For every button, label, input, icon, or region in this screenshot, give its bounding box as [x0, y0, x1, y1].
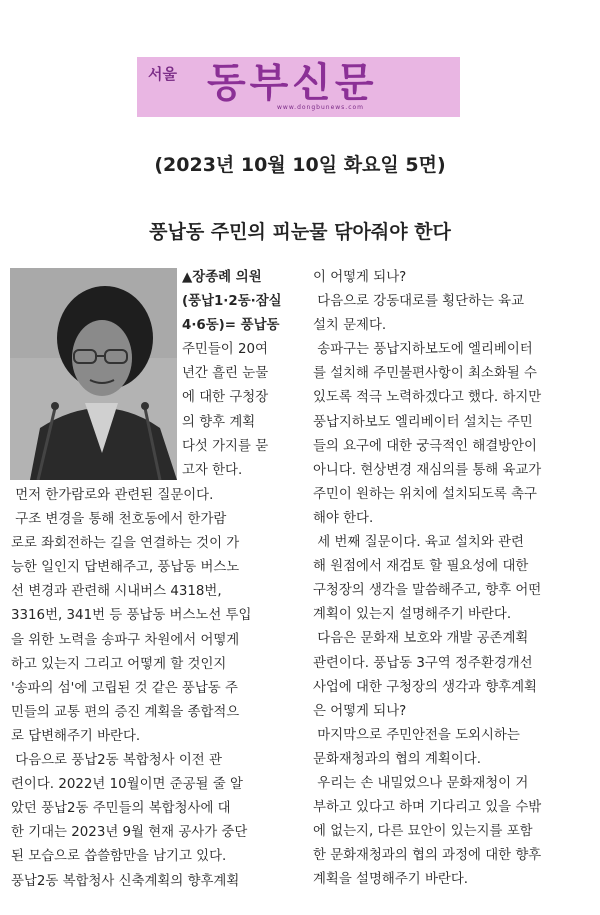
text-line: 능한 일인지 답변해주고, 풍납동 버스노 [11, 560, 240, 576]
newspaper-masthead [137, 57, 460, 117]
article-column-intro [182, 266, 282, 483]
text-line: 세 번째 질문이다. 육교 설치와 관련 [313, 535, 524, 551]
text-line: 해 원점에서 재검토 할 필요성에 대한 [313, 559, 529, 575]
text-line: 이 어떻게 되나? [313, 270, 407, 285]
text-line: (풍납1·2동·잠실 [182, 294, 282, 310]
publication-dateline: (2023년 10월 10일 화요일 5면) [154, 154, 446, 176]
article-column-left [11, 484, 251, 894]
text-line: 련이다. 2022년 10월이면 준공될 줄 알 [11, 777, 243, 793]
text-line: 다음으로 강동대로를 횡단하는 육교 [313, 294, 525, 310]
text-line: 풍납2동 복합청사 신축계획의 향후계획 [11, 873, 240, 889]
text-line: 로로 좌회전하는 길을 연결하는 것이 가 [11, 536, 240, 552]
text-line: 선 변경과 관련해 시내버스 4318번, [11, 584, 222, 600]
councilor-photo [10, 268, 177, 480]
text-line: 주민이 원하는 위치에 설치되도록 촉구 [313, 486, 537, 502]
text-line: 주민들이 20여 [182, 342, 268, 358]
text-line: 의 향후 계획 [182, 414, 256, 430]
text-line: 있도록 적극 노력하겠다고 했다. 하지만 [313, 390, 542, 406]
masthead-title: 동부신문 [207, 60, 378, 106]
text-line: 로 답변해주기 바란다. [11, 728, 141, 744]
text-line: 다섯 가지를 묻 [182, 438, 269, 454]
text-line: 먼저 한가람로와 관련된 질문이다. [11, 488, 214, 503]
text-line: 문화재청과의 협의 계획이다. [313, 751, 481, 767]
text-line: 들의 요구에 대한 궁극적인 해결방안이 [313, 438, 537, 454]
text-line: 해야 한다. [313, 510, 374, 526]
portrait-image [10, 268, 177, 480]
text-line: 마지막으로 주민안전을 도외시하는 [313, 727, 520, 743]
masthead-url: www.dongbunews.com [277, 104, 365, 111]
text-line: 를 설치해 주민불편사항이 최소화될 수 [313, 366, 537, 382]
text-line: 설치 문제다. [313, 318, 387, 334]
text-line: '송파의 섬'에 고립된 것 같은 풍납동 주 [11, 680, 238, 696]
text-line: ▲장종례 의원 [182, 270, 262, 285]
text-line: 다음은 문화재 보호와 개발 공존계획 [313, 631, 529, 647]
text-line: 민들의 교통 편의 증진 계획을 종합적으 [11, 704, 240, 720]
text-line: 우리는 손 내밀었으나 문화재청이 거 [313, 775, 529, 791]
text-line: 년간 흘린 눈물 [182, 366, 269, 382]
text-line: 부하고 있다고 하며 기다리고 있을 수밖 [313, 800, 542, 816]
text-line: 에 대한 구청장 [182, 390, 269, 406]
article-column-right [313, 266, 541, 892]
text-line: 고자 한다. [182, 462, 243, 478]
text-line: 관련이다. 풍납동 3구역 정주환경개선 [313, 655, 533, 671]
text-line: 하고 있는지 그리고 어떻게 할 것인지 [11, 656, 227, 672]
text-line: 사업에 대한 구청장의 생각과 향후계획 [313, 679, 537, 695]
text-line: 아니다. 현상변경 재심의를 통해 육교가 [313, 462, 542, 478]
text-line: 구청장의 생각을 말씀해주고, 향후 어떤 [313, 583, 542, 599]
text-line: 았던 풍납2동 주민들의 복합청사에 대 [11, 801, 231, 817]
text-line: 다음으로 풍납2동 복합청사 이전 관 [11, 753, 222, 769]
article-headline: 풍납동 주민의 피눈물 닦아줘야 한다 [149, 221, 451, 243]
text-line: 풍납지하보도 엘리베이터 설치는 주민 [313, 414, 533, 430]
text-line: 3316번, 341번 등 풍납동 버스노선 투입 [11, 608, 252, 624]
text-line: 한 기대는 2023년 9월 현재 공사가 중단 [11, 825, 248, 841]
text-line: 구조 변경을 통해 천호동에서 한가람 [11, 512, 227, 528]
text-line: 4·6동)= 풍납동 [182, 318, 280, 334]
masthead-region: 서울 [148, 65, 177, 83]
text-line: 한 문화재청과의 협의 과정에 대한 향후 [313, 848, 542, 864]
text-line: 에 없는지, 다른 묘안이 있는지를 포함 [313, 824, 533, 840]
text-line: 된 모습으로 씁쓸함만을 남기고 있다. [11, 849, 227, 865]
text-line: 계획이 있는지 설명해주기 바란다. [313, 607, 512, 623]
text-line: 송파구는 풍납지하보도에 엘리베이터 [313, 342, 533, 358]
text-line: 은 어떻게 되나? [313, 703, 407, 719]
text-line: 을 위한 노력을 송파구 차원에서 어떻게 [11, 632, 240, 648]
text-line: 계획을 설명해주기 바란다. [313, 872, 469, 888]
